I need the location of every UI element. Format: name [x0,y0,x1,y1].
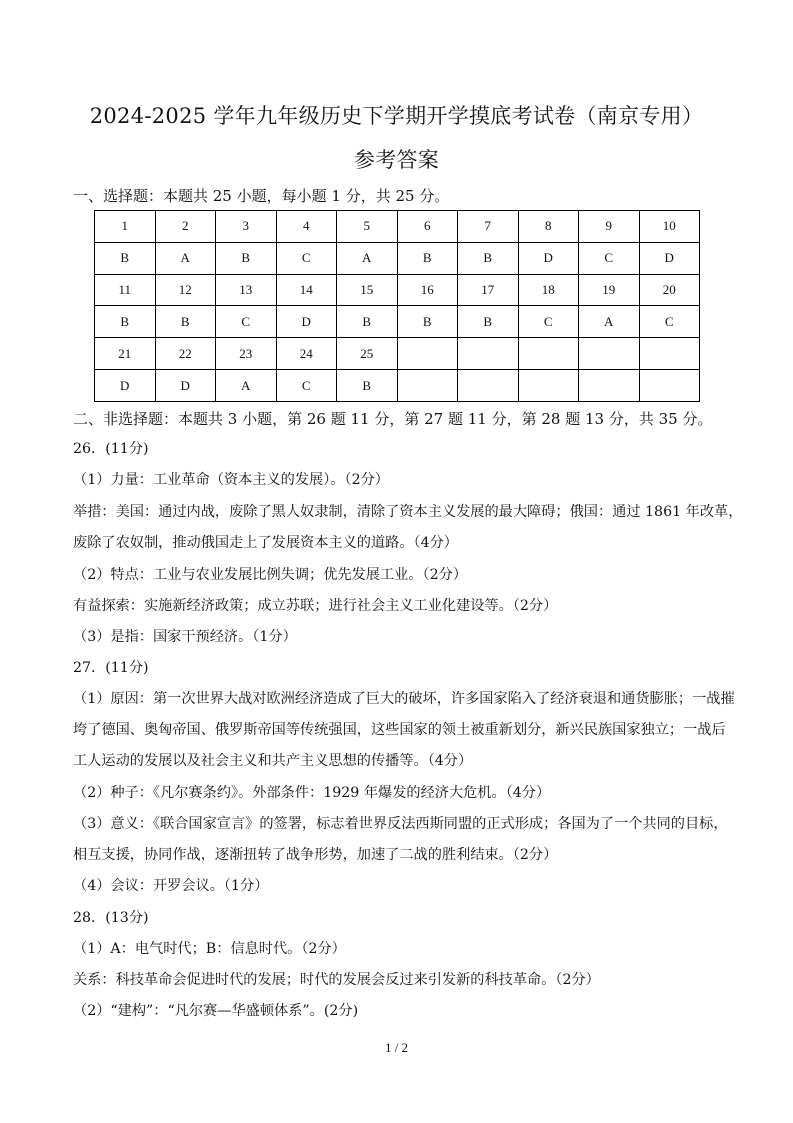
answer-line: 相互支援，协同作战，逐渐扭转了战争形势，加速了二战的胜利结束。（2分） [73,847,558,863]
question-number-cell: 7 [458,211,519,243]
question-number-cell: 21 [95,338,156,370]
document-title: 2024-2025 学年九年级历史下学期开学摸底考试卷（南京专用） [89,104,704,128]
answer-line: 26．(11分) [73,441,149,457]
question-number-cell [458,338,519,370]
question-number-cell [397,338,458,370]
answer-line: 有益探索：实施新经济政策；成立苏联；进行社会主义工业化建设等。（2分） [73,598,558,614]
answer-table-row [95,211,700,243]
answer-line: 关系：科技革命会促进时代的发展；时代的发展会反过来引发新的科技革命。（2分） [73,972,600,988]
question-number-cell: 12 [155,274,216,306]
answer-line: （3）是指：国家干预经济。（1分） [73,629,297,645]
question-number-cell [579,338,640,370]
question-number-cell: 1 [95,211,156,243]
question-number-cell [639,338,700,370]
answer-line: 举措：美国：通过内战，废除了黑人奴隶制，清除了资本主义发展的最大障碍；俄国：通过 1861 年改革， [73,504,743,520]
answer-cell: B [397,242,458,274]
answer-cell: B [155,306,216,338]
answer-cell [518,370,579,402]
answer-table-row [95,370,700,402]
answer-cell: A [337,242,398,274]
answer-cell: B [337,306,398,338]
answer-cell: D [639,242,700,274]
answer-cell: A [579,306,640,338]
answer-cell: C [216,306,277,338]
answer-cell: D [518,242,579,274]
answer-line: 垮了德国、奥匈帝国、俄罗斯帝国等传统强国，这些国家的领土被重新划分，新兴民族国家独立；一战后 [73,722,726,738]
answer-cell [458,370,519,402]
question-number-cell: 4 [276,211,337,243]
answer-line: （1）力量：工业革命（资本主义的发展）。（2分） [73,472,389,488]
question-number-cell: 11 [95,274,156,306]
answer-cell: A [155,242,216,274]
answer-cell: B [337,370,398,402]
question-number-cell: 23 [216,338,277,370]
question-number-cell: 10 [639,211,700,243]
answer-cell [579,370,640,402]
question-number-cell: 14 [276,274,337,306]
answer-cell: B [458,306,519,338]
section2-heading: 二、非选择题：本题共 3 小题，第 26 题 11 分，第 27 题 11 分，第 28 题 13 分，共 35 分。 [73,410,713,428]
answer-cell: D [276,306,337,338]
answer-cell: B [458,242,519,274]
answer-cell: B [95,242,156,274]
question-number-cell: 16 [397,274,458,306]
question-number-cell: 8 [518,211,579,243]
answer-cell: C [579,242,640,274]
answer-line: （1）原因：第一次世界大战对欧洲经济造成了巨大的破坏，许多国家陷入了经济衰退和通货膨胀；一战摧 [73,691,735,707]
question-number-cell: 18 [518,274,579,306]
answer-line: （2）“建构”：“凡尔赛—华盛顿体系”。(2分) [73,1003,359,1019]
answer-line: 28．(13分) [73,910,149,926]
answer-line: 工人运动的发展以及社会主义和共产主义思想的传播等。（4分） [73,753,473,769]
answer-line: 废除了农奴制，推动俄国走上了发展资本主义的道路。（4分） [73,535,458,551]
question-number-cell: 5 [337,211,398,243]
question-number-cell: 15 [337,274,398,306]
answer-line: （3）意义：《联合国家宣言》的签署，标志着世界反法西斯同盟的正式形成；各国为了一个共同的目标， [73,816,728,832]
question-number-cell: 24 [276,338,337,370]
answer-table-row [95,274,700,306]
question-number-cell: 9 [579,211,640,243]
answer-cell: C [639,306,700,338]
answer-table [94,210,700,402]
answer-cell [397,370,458,402]
question-number-cell: 2 [155,211,216,243]
answer-table-row [95,306,700,338]
answer-cell: D [95,370,156,402]
answer-cell: C [276,242,337,274]
question-number-cell: 3 [216,211,277,243]
question-number-cell: 19 [579,274,640,306]
answer-cell: D [155,370,216,402]
answer-line: 27．(11分) [73,660,149,676]
answer-cell: B [216,242,277,274]
answer-cell: B [397,306,458,338]
question-number-cell: 6 [397,211,458,243]
answer-line: （2）种子：《凡尔赛条约》。外部条件：1929 年爆发的经济大危机。（4分） [73,785,551,801]
answer-line: （4）会议：开罗会议。（1分） [73,878,269,894]
document-subtitle: 参考答案 [353,148,440,172]
answer-cell: B [95,306,156,338]
answer-table-row [95,242,700,274]
question-number-cell: 17 [458,274,519,306]
answer-line: （1）A：电气时代；B：信息时代。（2分） [73,941,346,957]
answer-cell [639,370,700,402]
question-number-cell: 20 [639,274,700,306]
page-number: 1 / 2 [384,1040,409,1055]
section1-heading: 一、选择题：本题共 25 小题，每小题 1 分，共 25 分。 [73,187,450,205]
question-number-cell [518,338,579,370]
question-number-cell: 25 [337,338,398,370]
answer-table-row [95,338,700,370]
answer-cell: A [216,370,277,402]
answer-cell: C [276,370,337,402]
question-number-cell: 13 [216,274,277,306]
answer-cell: C [518,306,579,338]
answer-line: （2）特点：工业与农业发展比例失调；优先发展工业。（2分） [73,567,468,583]
question-number-cell: 22 [155,338,216,370]
